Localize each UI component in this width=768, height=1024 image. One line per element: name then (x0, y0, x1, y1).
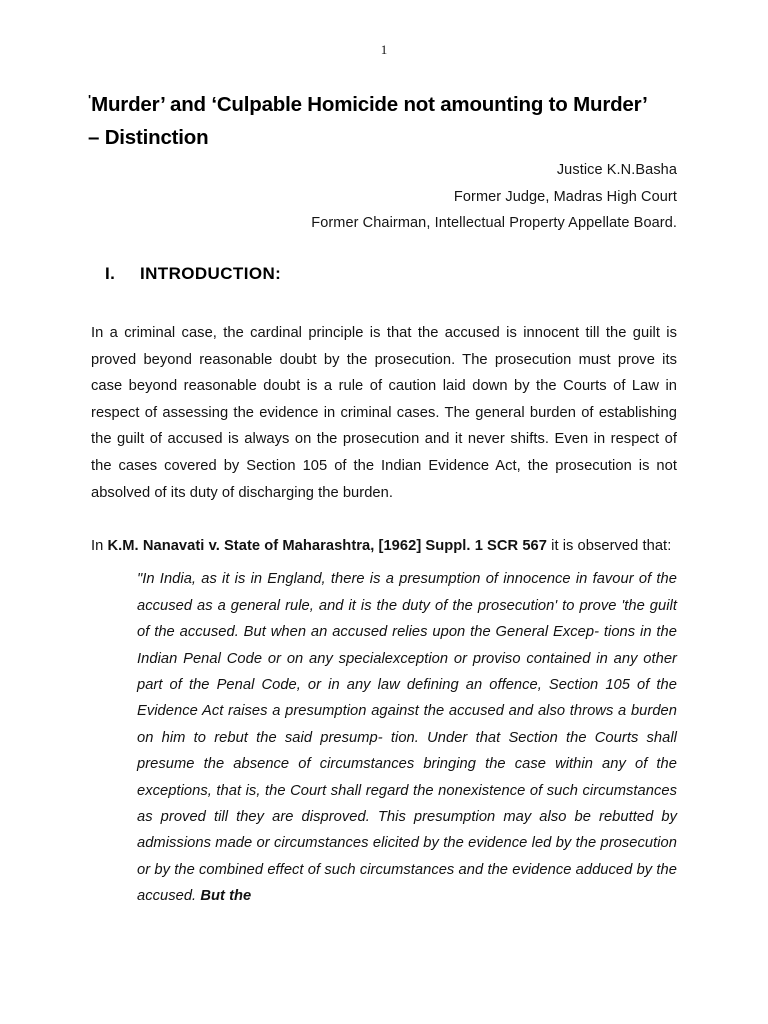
citation-suffix: it is observed that: (547, 537, 672, 554)
title-line-2: – Distinction (88, 126, 209, 149)
title-line-1-text: Murder’ and ‘Culpable Homicide not amounting to Murder’ (91, 93, 648, 116)
title-lead-mark: ' (88, 92, 92, 107)
author-role-former-judge: Former Judge, Madras High Court (453, 188, 677, 205)
blockquote-emphasis: But the (200, 888, 252, 905)
body-content (91, 320, 677, 910)
author-block (88, 157, 677, 237)
title-line-1 (88, 83, 680, 121)
section-heading-label: INTRODUCTION: (140, 264, 282, 283)
case-citation: K.M. Nanavati v. State of Maharashtra, [1962] Suppl. 1 SCR 567 (107, 537, 547, 554)
document-title (88, 83, 680, 154)
paragraph-citation (91, 533, 677, 560)
blockquote-text (137, 566, 677, 909)
section-numeral: I. (105, 264, 116, 283)
author-name: Justice K.N.Basha (556, 162, 677, 178)
author-role-former-chairman: Former Chairman, Intellectual Property Appellate Board. (311, 215, 677, 231)
paragraph-intro: In a criminal case, the cardinal principle is that the accused is innocent till the guilt is proved beyond reasonable doubt by the prosecution. The prosecution must prove its case beyond reasonable doubt is a rule of caution laid down by the Courts of Law in respect of assessing the evidence in criminal cases. The general burden of establishing the guilt of accused is always on the prosecution and it never shifts. Even in respect of the cases covered by Section 105 of the Indian Evidence Act, the prosecution is not absolved of its duty of discharging the burden. (91, 325, 677, 501)
blockquote-body: "In India, as it is in England, there is a presumption of innocence in favour of the accused as a general rule, and it is the duty of the prosecution' to prove 'the guilt of the accused. But when an accused relies upon the General Excep- tions in the Indian Penal Code or on any specialexception or proviso contained in any other part of the Penal Code, or in any law defining an offence, Section 105 of the Evidence Act raises a presumption against the accused and also throws a burden on him to rebut the said presump- tion. Under that Section the Courts shall presume the absence of circumstances bringing the case within any of the exceptions, that is, the Court shall regard the nonexistence of such circumstances as proved till they are disproved. This presumption may also be rebutted by admissions made or circumstances elicited by the evidence led by the prosecution or by the combined effect of such circumstances and the evidence adduced by the accused. (137, 571, 677, 905)
citation-prefix: In (91, 537, 108, 554)
blockquote (137, 566, 677, 909)
section-heading-introduction (105, 262, 281, 286)
page-number: 1 (380, 42, 388, 57)
